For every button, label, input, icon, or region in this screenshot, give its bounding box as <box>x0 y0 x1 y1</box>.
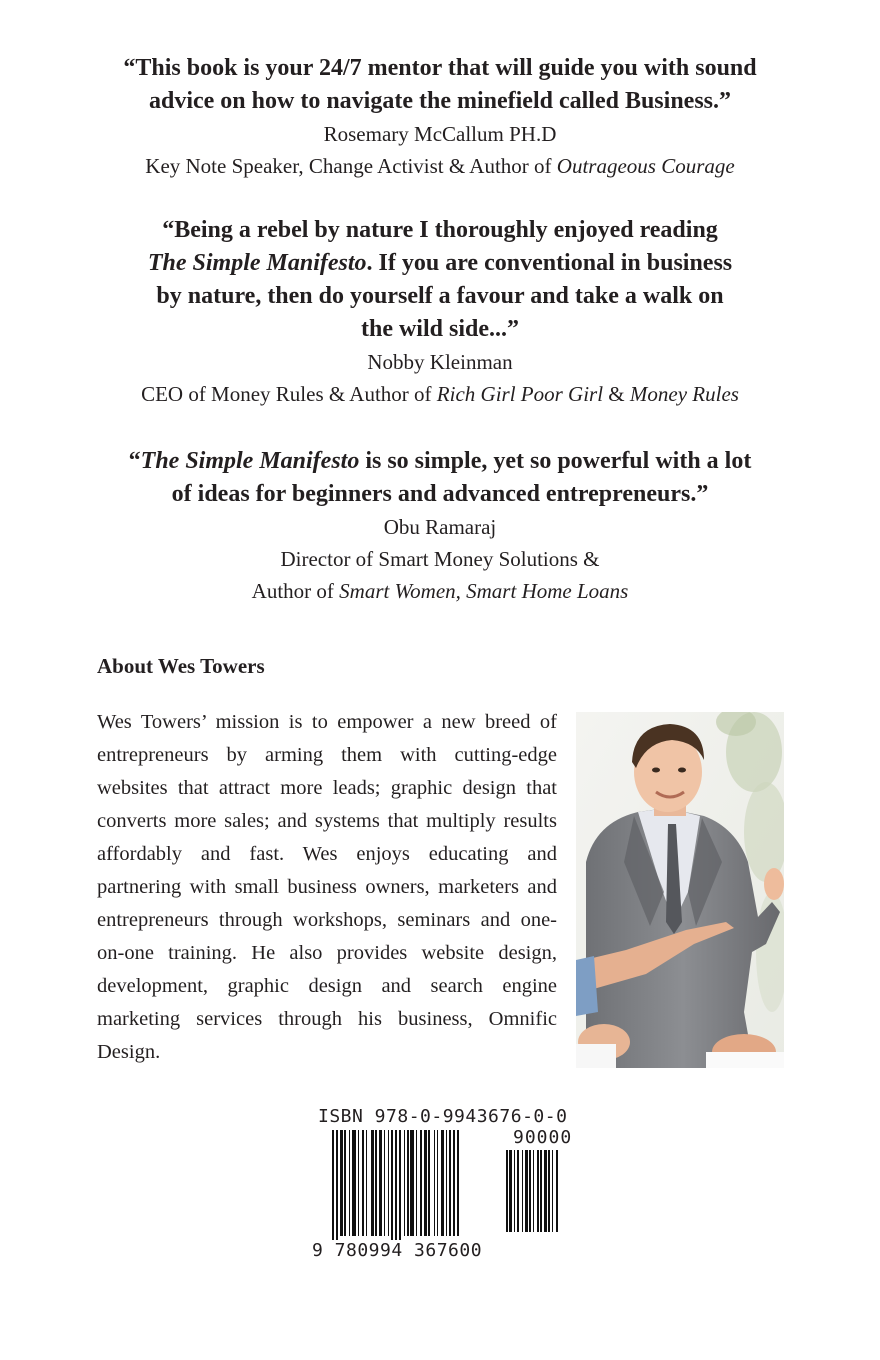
about-heading: About Wes Towers <box>97 654 265 678</box>
ean-digits: 9 780994 367600 <box>312 1240 483 1261</box>
endorsement-2-quote-line-2: . If you are conventional in business <box>366 250 733 276</box>
isbn-number: ISBN 978-0-9943676-0-0 <box>318 1106 568 1127</box>
endorsement-2-role <box>90 378 790 410</box>
ean-barcode-bars <box>332 1130 500 1246</box>
author-photo <box>576 712 784 1068</box>
endorsement-3-role-line-1: Director of Smart Money Solutions & <box>280 547 600 571</box>
endorsement-2-quote-title: The Simple Manifesto <box>147 250 367 276</box>
endorsement-2 <box>90 214 790 410</box>
endorsement-3-quote-line-1: is so simple, yet so powerful with a lot <box>359 448 752 474</box>
endorsement-2-quote <box>90 214 790 346</box>
endorsement-1-book-title: Outrageous Courage <box>556 154 735 178</box>
endorsement-1-quote-line-1: “This book is your 24/7 mentor that will guide you with sound <box>123 55 757 81</box>
endorsement-1-role-prefix: Key Note Speaker, Change Activist & Author of <box>145 154 557 178</box>
endorsement-3-role-prefix: Author of <box>251 579 340 603</box>
endorsement-3-name: Obu Ramaraj <box>383 515 497 539</box>
endorsement-2-name: Nobby Kleinman <box>367 350 513 374</box>
endorsement-3-quote-line-2: of ideas for beginners and advanced entrepreneurs.” <box>171 481 709 507</box>
endorsement-1-name: Rosemary McCallum PH.D <box>323 122 557 146</box>
endorsement-3-book-title: Smart Women, Smart Home Loans <box>339 579 629 603</box>
endorsement-2-role-join: & <box>603 382 630 406</box>
endorsement-1-quote <box>90 52 790 118</box>
about-body: Wes Towers’ mission is to empower a new breed of entrepreneurs by arming them with cutting-edge websites that attract more leads; graphic design that converts more sales; and systems that multiply results affordably and fast. Wes enjoys educating and partnering with small business owners, marketers and entrepreneurs through workshops, seminars and one-on-one training. He also provides website design, development, graphic design and search engine marketing services through his business, Omnific Design. <box>97 711 557 1063</box>
isbn-barcode <box>310 1100 590 1268</box>
endorsement-1-quote-line-2: advice on how to navigate the minefield called Business.” <box>148 88 731 114</box>
endorsement-3-quote-title: The Simple Manifesto <box>140 448 360 474</box>
author-photo-illustration <box>576 712 784 1068</box>
endorsement-2-quote-line-1: “Being a rebel by nature I thoroughly enjoyed reading <box>162 217 718 243</box>
price-code: 90000 <box>513 1127 573 1148</box>
endorsement-3-role-line-2 <box>90 575 790 607</box>
endorsement-2-quote-line-3: by nature, then do yourself a favour and take a walk on <box>156 283 724 309</box>
addon-barcode-bars <box>506 1150 586 1242</box>
endorsement-3 <box>90 445 790 607</box>
endorsement-2-quote-line-4: the wild side...” <box>360 316 519 342</box>
endorsement-3-quote-open: “ <box>128 448 141 474</box>
endorsement-1 <box>90 52 790 182</box>
endorsement-2-book-title-1: Rich Girl Poor Girl <box>436 382 604 406</box>
endorsement-3-quote <box>90 445 790 511</box>
endorsement-1-role <box>90 150 790 182</box>
endorsement-2-role-prefix: CEO of Money Rules & Author of <box>141 382 437 406</box>
endorsement-2-book-title-2: Money Rules <box>629 382 739 406</box>
